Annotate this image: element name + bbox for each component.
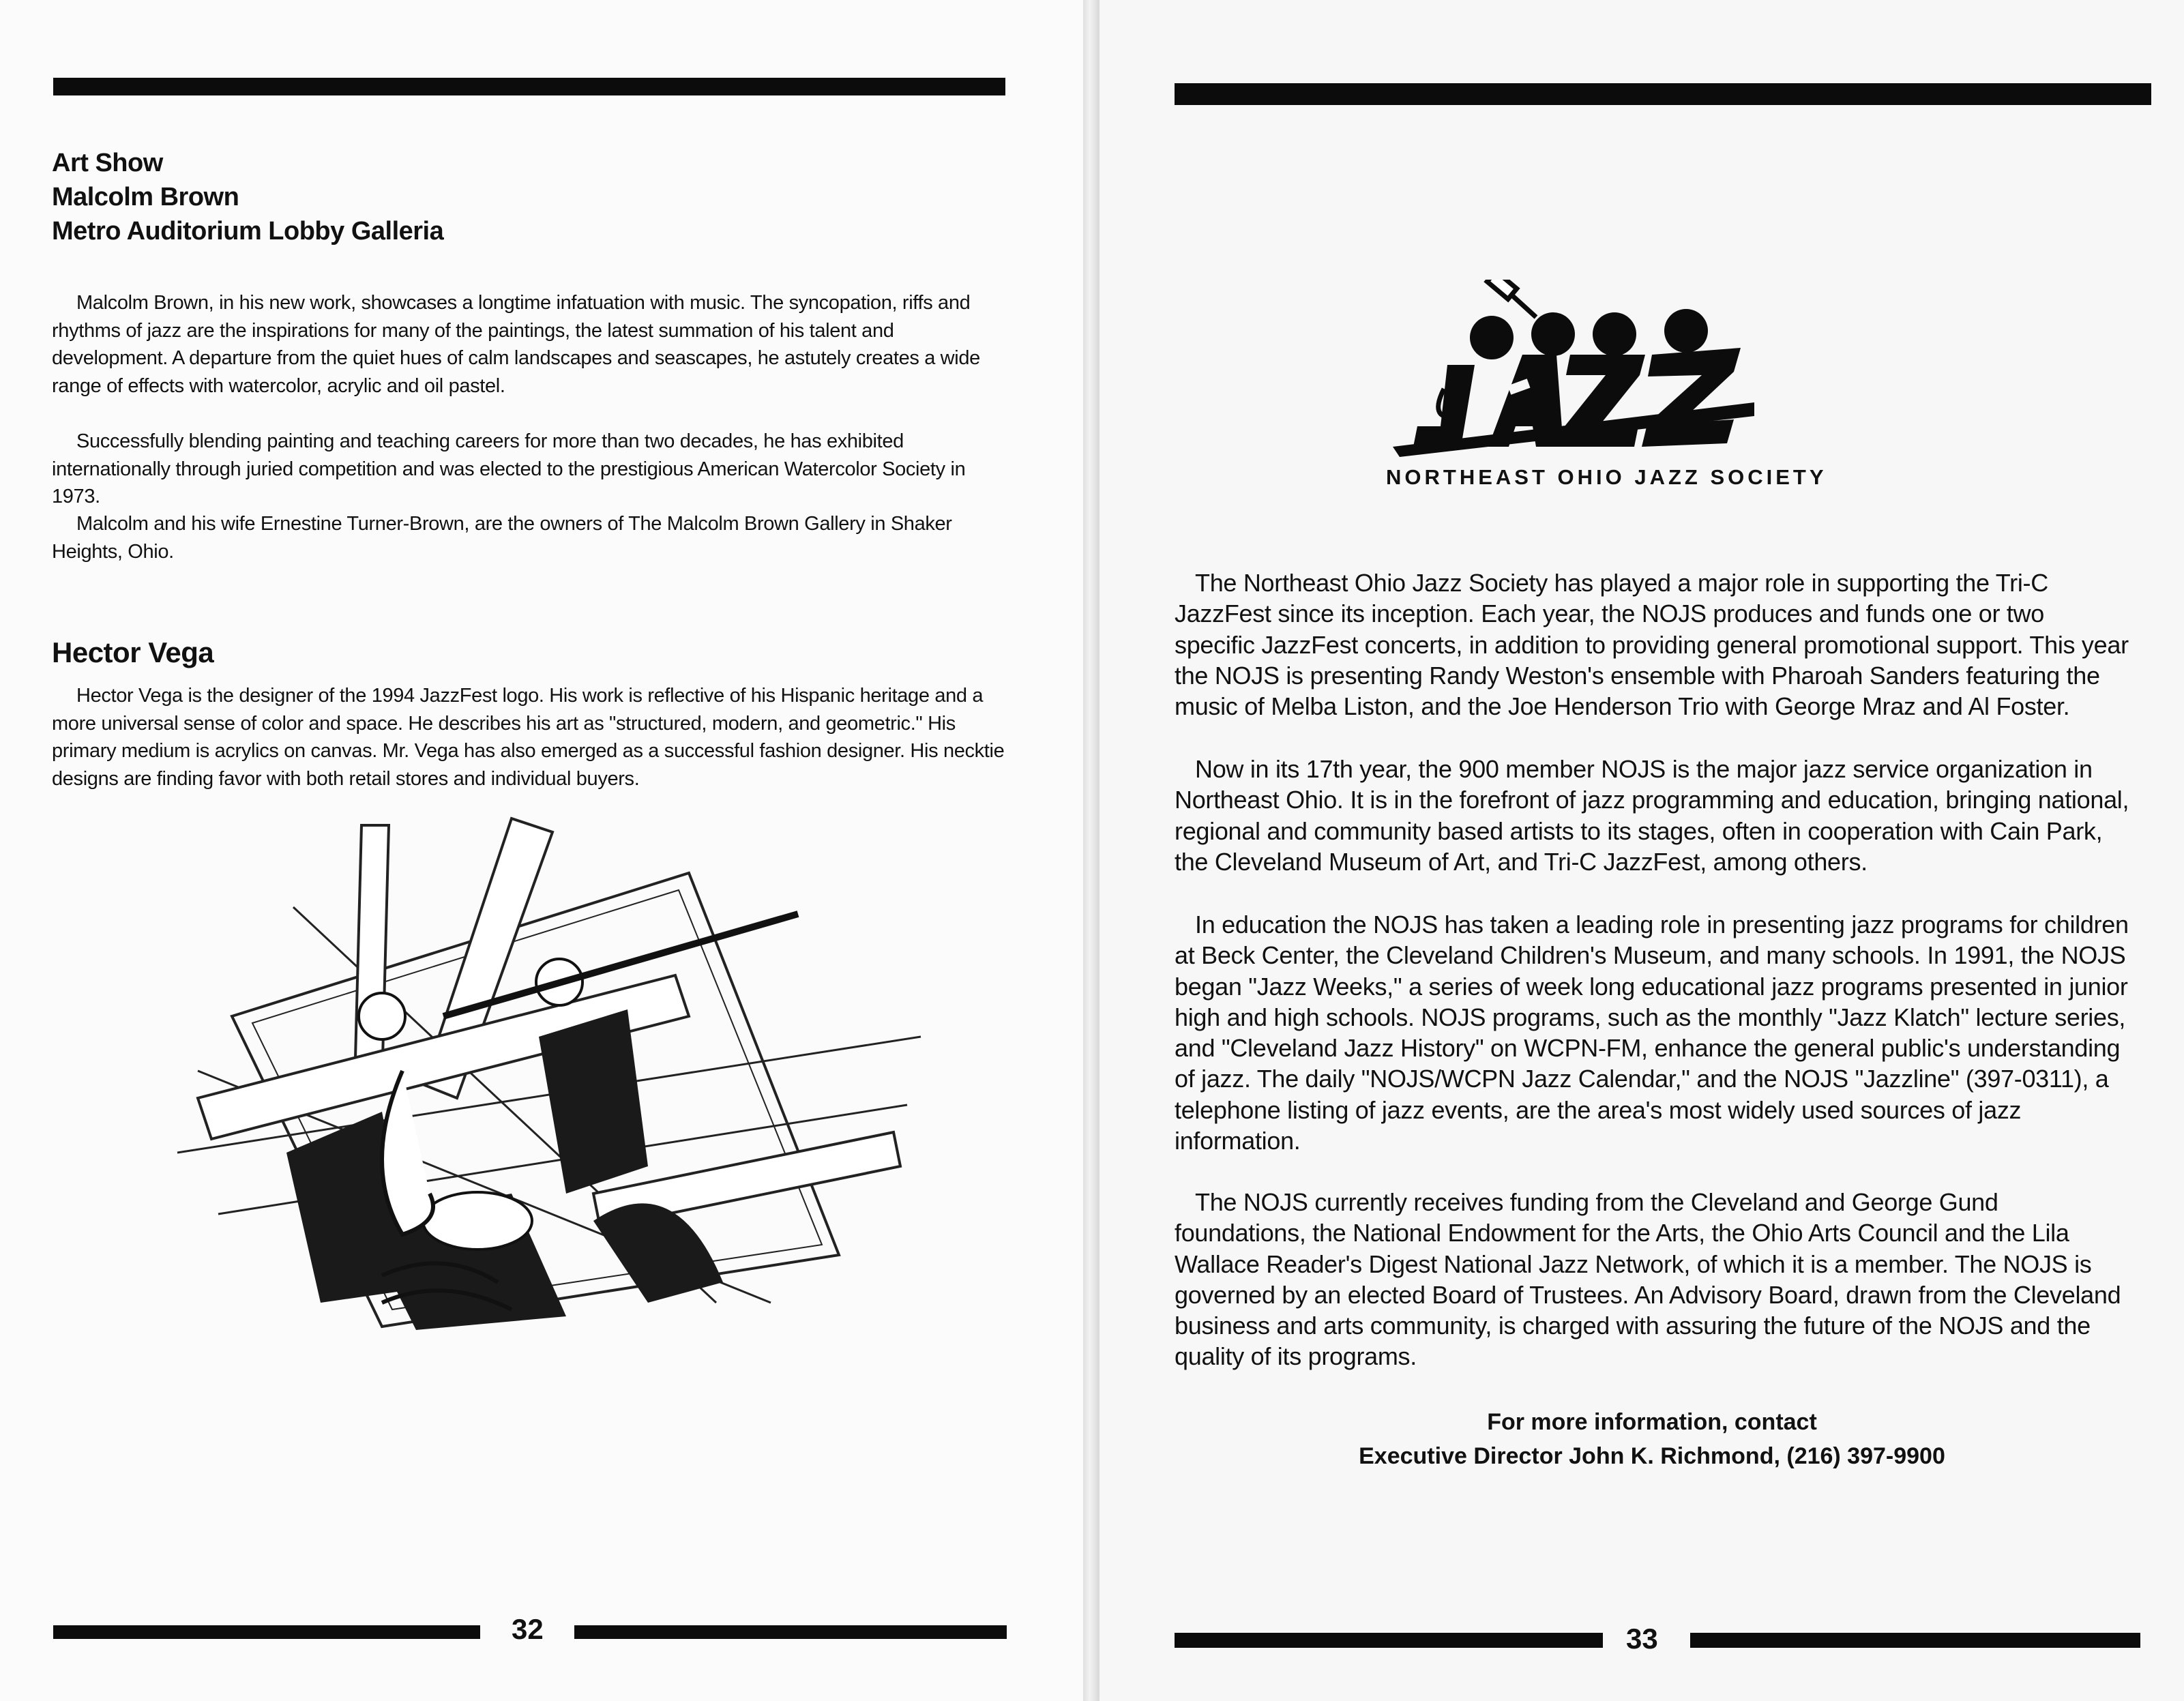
logo-head-4 [1664, 309, 1708, 353]
art-cymbal [423, 1192, 532, 1249]
top-rule [53, 78, 1005, 95]
bottom-rule-right [1690, 1633, 2140, 1648]
logo-letter-j [1413, 365, 1475, 447]
nojs-paragraph-1: The Northeast Ohio Jazz Society has played a major role in supporting the Tri-C JazzFest since its inception. Each year, the NOJS produces and funds one or two specific JazzFest concerts, in addition to providing general promotional support. This year the NOJS is presenting Randy Weston's ensemble with Pharoah Sanders featuring the music of Melba Liston, and the Joe Henderson Trio with George Mraz and Al Foster. [1175, 569, 2129, 721]
nojs-paragraph-2: Now in its 17th year, the 900 member NOJS is the major jazz service organization in Northeast Ohio. It is in the forefront of jazz programming and education, bringing national, regional and community based artists to its stages, often in cooperation with Cain Park, the Cleveland Museum of Art, and Tri-C JazzFest, among others. [1175, 755, 2129, 876]
bottom-rule-right [574, 1625, 1007, 1639]
page-number-left: 32 [512, 1613, 544, 1645]
art-show-heading [52, 146, 870, 248]
heading-line-venue: Metro Auditorium Lobby Galleria [52, 217, 444, 246]
malcolm-paragraph-1: Malcolm Brown, in his new work, showcases a longtime infatuation with music. The syncopation, riffs and rhythms of jazz are the inspirations for many of the paintings, the latest summation of his talent and development. A departure from the quiet hues of calm landscapes and seascapes, he astutely creates a wide range of effects with watercolor, acrylic and oil pastel. [52, 292, 980, 397]
logo-letter-z1 [1560, 355, 1645, 447]
art-head-1 [359, 993, 405, 1039]
heading-line-artist: Malcolm Brown [52, 183, 239, 211]
bottom-rule-left [1175, 1633, 1603, 1648]
art-column-1 [355, 825, 389, 1084]
nojs-paragraph-4: The NOJS currently receives funding from the Cleveland and George Gund foundations, the National Endowment for the Arts, the Ohio Arts Council and the Lila Wallace Reader's Digest National Jazz Network, of which it is a member. The NOJS is governed by an elected Board of Trustees. An Advisory Board, drawn from the Cleveland business and arts community, is charged with assuring the future of the NOJS and the quality of its programs. [1175, 1188, 2121, 1371]
heading-line-art-show: Art Show [52, 149, 163, 177]
jazz-artwork-illustration [157, 812, 962, 1330]
contact-line-1: For more information, contact [1487, 1409, 1817, 1435]
vega-heading: Hector Vega [52, 636, 214, 668]
logo-head-1 [1470, 316, 1514, 359]
logo-head-2 [1531, 312, 1575, 356]
nojs-paragraph-3: In education the NOJS has taken a leading role in presenting jazz programs for children at Beck Center, the Cleveland Children's Museum, and many schools. In 1991, the NOJS began "Jazz Weeks," a series of week long educational jazz programs presented in junior high and high schools. NOJS programs, such as the monthly "Jazz Klatch" lecture series, and "Cleveland Jazz History" on WCPN-FM, enhance the general public's understanding of jazz. The daily "NOJS/WCPN Jazz Calendar," and the NOJS "Jazzline" (397-0311), a telephone listing of jazz events, are the area's most widely used sources of jazz information. [1175, 911, 2129, 1155]
bottom-rule-left [53, 1625, 480, 1639]
left-page [0, 0, 1083, 1701]
art-piano-arc [593, 1203, 723, 1303]
vega-paragraph: Hector Vega is the designer of the 1994 JazzFest logo. His work is reflective of his Hispanic heritage and a more universal sense of color and space. He describes his art as "structured, modern, and geometric." His primary medium is acrylics on canvas. Mr. Vega has also emerged as a successful fashion designer. His necktie designs are finding favor with both retail stores and individual buyers. [52, 685, 1005, 790]
right-page [1100, 0, 2184, 1701]
art-saxophone [382, 1071, 433, 1234]
malcolm-paragraph-3: Malcolm and his wife Ernestine Turner-Brown, are the owners of The Malcolm Brown Gallery in Shaker Heights, Ohio. [52, 513, 952, 563]
malcolm-paragraph-2: Successfully blending painting and teaching careers for more than two decades, he has exhibited internationally through juried competition and was elected to the prestigious American Watercolor Society in 1973. [52, 430, 966, 508]
top-rule [1175, 83, 2151, 105]
book-gutter [1083, 0, 1100, 1701]
contact-line-2: Executive Director John K. Richmond, (216) 397-9900 [1359, 1443, 1945, 1469]
logo-caption: NORTHEAST OHIO JAZZ SOCIETY [1386, 465, 1827, 489]
logo-letter-z2 [1642, 348, 1741, 447]
page-number-right: 33 [1626, 1623, 1658, 1655]
contact-block [1236, 1405, 2068, 1473]
logo-head-3 [1593, 312, 1636, 356]
art-dark-right [539, 1009, 648, 1194]
nojs-logo [1386, 280, 1768, 464]
